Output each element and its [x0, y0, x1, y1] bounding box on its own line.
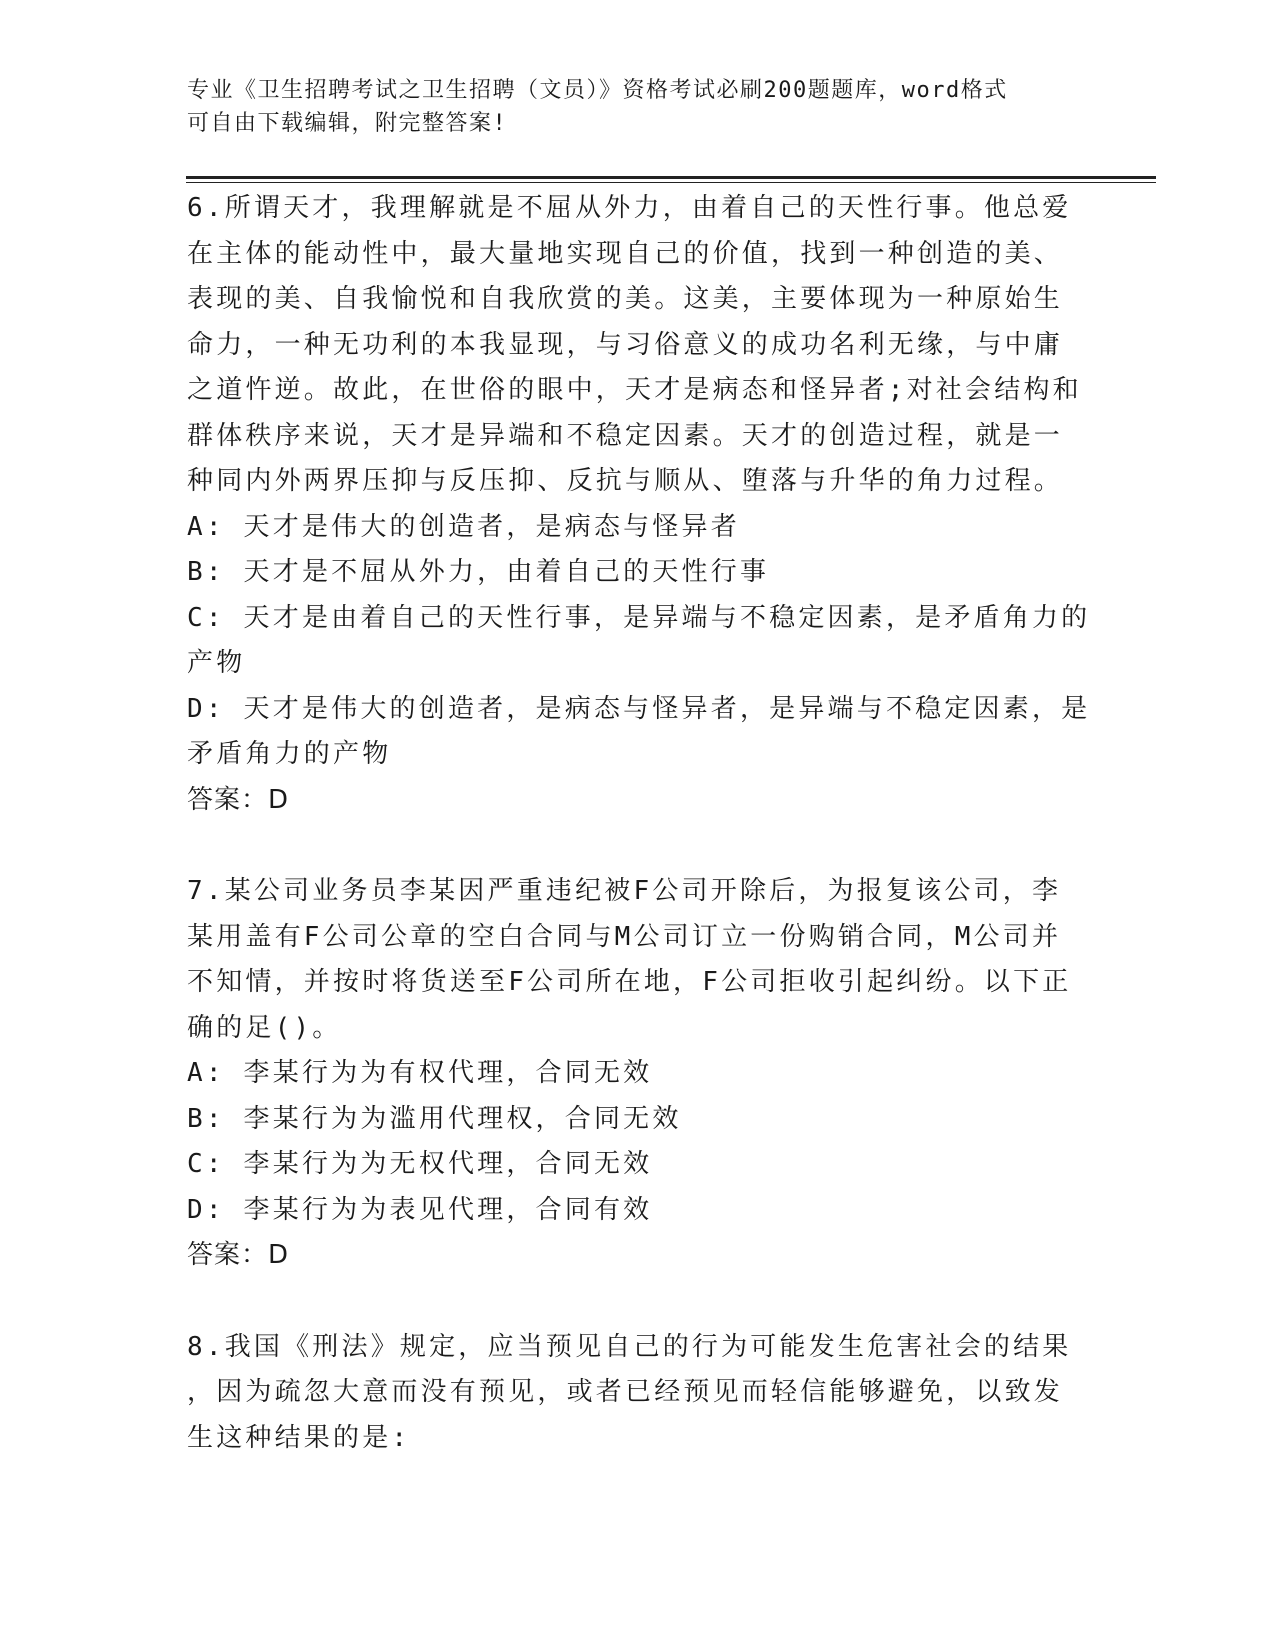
question-stem-line: 6.所谓天才，我理解就是不屈从外力，由着自己的天性行事。他总爱 — [187, 193, 1072, 223]
question-stem-line: 7.某公司业务员李某因严重违纪被F公司开除后，为报复该公司，李 — [187, 876, 1062, 906]
question-6 — [187, 186, 1091, 823]
option-b: B: 李某行为为滥用代理权，合同无效 — [187, 1103, 682, 1134]
question-stem-line: 命力，一种无功利的本我显现，与习俗意义的成功名利无缘，与中庸 — [187, 329, 1064, 360]
option-d: D: 天才是伟大的创造者，是病态与怪异者，是异端与不稳定因素，是 — [187, 693, 1091, 724]
question-stem-line: 表现的美、自我愉悦和自我欣赏的美。这美，主要体现为一种原始生 — [187, 284, 1064, 314]
question-spacer — [187, 1279, 1087, 1325]
header-divider-thin — [186, 182, 1156, 183]
option-c-continued: 产物 — [187, 648, 246, 678]
option-a: A: 李某行为为有权代理，合同无效 — [187, 1058, 653, 1088]
question-spacer — [187, 823, 1087, 869]
header-line-1: 专业《卫生招聘考试之卫生招聘（文员）》资格考试必刷200题题库，word格式 — [187, 78, 1008, 103]
question-stem-line: 群体秩序来说，天才是异端和不稳定因素。天才的创造过程，就是一 — [187, 420, 1064, 451]
option-b: B: 天才是不屈从外力，由着自己的天性行事 — [187, 557, 770, 587]
question-stem-line: 生这种结果的是: — [187, 1422, 411, 1453]
question-8 — [187, 1325, 1087, 1462]
header-line-2: 可自由下载编辑，附完整答案! — [187, 111, 508, 136]
option-d: D: 李某行为为表见代理，合同有效 — [187, 1194, 653, 1225]
question-stem-line: 在主体的能动性中，最大量地实现自己的价值，找到一种创造的美、 — [187, 238, 1064, 269]
question-stem-line: 种同内外两界压抑与反压抑、反抗与顺从、堕落与升华的角力过程。 — [187, 466, 1064, 496]
answer: 答案：D — [187, 1240, 290, 1270]
question-stem-line: 某用盖有F公司公章的空白合同与M公司订立一份购销合同，M公司并 — [187, 921, 1062, 952]
question-7 — [187, 869, 1087, 1279]
question-list — [187, 186, 1091, 1461]
question-stem-line: 确的足()。 — [187, 1012, 342, 1043]
document-header — [187, 74, 1087, 140]
question-stem-line: 之道忤逆。故此，在世俗的眼中，天才是病态和怪异者;对社会结构和 — [187, 375, 1082, 405]
question-stem-line: 不知情，并按时将货送至F公司所在地，F公司拒收引起纠纷。以下正 — [187, 967, 1072, 997]
header-divider-thick — [186, 176, 1156, 179]
answer: 答案：D — [187, 784, 290, 815]
question-stem-line: 8.我国《刑法》规定，应当预见自己的行为可能发生危害社会的结果 — [187, 1331, 1072, 1362]
question-stem-line: ，因为疏忽大意而没有预见，或者已经预见而轻信能够避免，以致发 — [187, 1377, 1064, 1407]
option-a: A: 天才是伟大的创造者，是病态与怪异者 — [187, 511, 740, 542]
option-c: C: 天才是由着自己的天性行事，是异端与不稳定因素，是矛盾角力的 — [187, 602, 1091, 633]
option-d-continued: 矛盾角力的产物 — [187, 739, 392, 769]
option-c: C: 李某行为为无权代理，合同无效 — [187, 1149, 653, 1179]
